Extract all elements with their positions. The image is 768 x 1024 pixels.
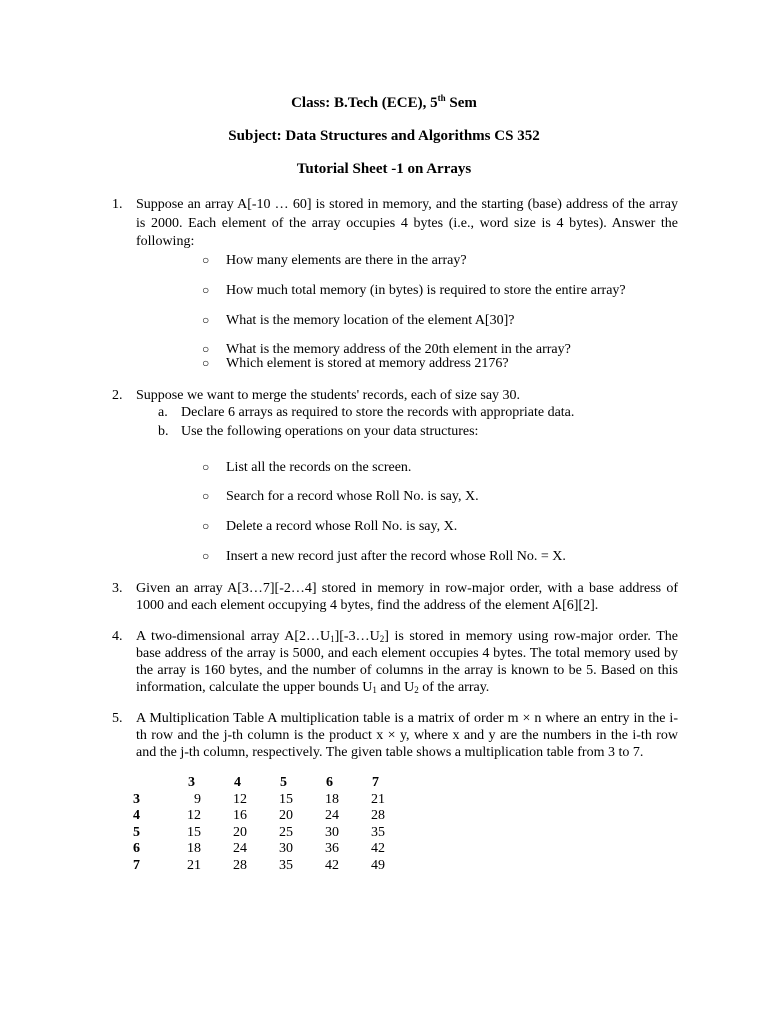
bullet-text: What is the memory address of the 20th element in the array? bbox=[226, 342, 571, 357]
circle-bullet-icon: ○ bbox=[202, 549, 210, 563]
bullet-text: Search for a record whose Roll No. is say, X. bbox=[226, 489, 479, 504]
circle-bullet-icon: ○ bbox=[202, 253, 210, 267]
circle-bullet-icon: ○ bbox=[202, 460, 210, 474]
circle-bullet-icon: ○ bbox=[202, 489, 210, 503]
table-corner bbox=[120, 775, 169, 792]
q2-bullet-3 bbox=[202, 518, 457, 535]
question-text: Suppose an array A[-10 … 60] is stored in memory, and the starting (base) address of the array is 2000. Each element of the array occupies 4 bytes (i.e., word size is 4 bytes). Answer the following: bbox=[136, 197, 678, 249]
table-cell: 35 bbox=[279, 857, 293, 873]
table-cell: 35 bbox=[371, 824, 385, 840]
table-cell: 36 bbox=[325, 841, 339, 857]
bullet-text: Which element is stored at memory address 2176? bbox=[226, 356, 509, 371]
table-cell: 25 bbox=[279, 824, 293, 840]
question-5 bbox=[112, 710, 678, 761]
column-header: 7 bbox=[372, 775, 379, 791]
subscript: 1 bbox=[330, 634, 335, 644]
question-text bbox=[136, 628, 678, 696]
table-cell: 42 bbox=[325, 857, 339, 873]
class-superscript: th bbox=[437, 93, 446, 103]
table-header-row bbox=[120, 775, 399, 792]
item-text: Use the following operations on your data structures: bbox=[181, 424, 479, 439]
table-cell: 24 bbox=[325, 808, 339, 824]
class-line bbox=[0, 95, 768, 112]
circle-bullet-icon: ○ bbox=[202, 313, 210, 327]
bullet-text: Delete a record whose Roll No. is say, X. bbox=[226, 519, 458, 534]
row-header: 6 bbox=[133, 841, 140, 857]
table-cell: 12 bbox=[233, 791, 247, 807]
table-cell: 21 bbox=[371, 791, 385, 807]
table-cell: 30 bbox=[325, 824, 339, 840]
sheet-title: Tutorial Sheet -1 on Arrays bbox=[296, 161, 472, 177]
table-cell: 20 bbox=[279, 808, 293, 824]
table-cell: 28 bbox=[233, 857, 247, 873]
row-header: 5 bbox=[133, 824, 140, 840]
table-cell: 12 bbox=[187, 808, 201, 824]
table-row bbox=[120, 808, 399, 825]
question-number: 1. bbox=[112, 197, 123, 212]
question-2 bbox=[112, 387, 678, 404]
row-header: 4 bbox=[133, 808, 140, 824]
column-header: 6 bbox=[326, 775, 333, 791]
row-header: 7 bbox=[133, 857, 140, 873]
column-header: 3 bbox=[188, 775, 195, 791]
q1-bullet-5 bbox=[202, 355, 509, 372]
item-label: b. bbox=[158, 424, 169, 439]
bullet-text: What is the memory location of the element A[30]? bbox=[226, 313, 515, 328]
table-cell: 21 bbox=[187, 857, 201, 873]
table-cell: 42 bbox=[371, 841, 385, 857]
table-row bbox=[120, 841, 399, 858]
table-row bbox=[120, 825, 399, 842]
q2-bullet-1 bbox=[202, 459, 411, 476]
question-number: 5. bbox=[112, 711, 123, 726]
subscript: 2 bbox=[379, 634, 385, 644]
q2-bullet-2 bbox=[202, 488, 479, 505]
q1-bullet-2 bbox=[202, 282, 626, 299]
bullet-text: How much total memory (in bytes) is required to store the entire array? bbox=[226, 283, 626, 298]
table-cell: 24 bbox=[233, 841, 247, 857]
question-number: 4. bbox=[112, 629, 123, 644]
text-run: ][-3…U bbox=[334, 629, 380, 644]
table-cell: 16 bbox=[233, 808, 247, 824]
q1-bullet-3 bbox=[202, 312, 514, 329]
table-cell: 15 bbox=[279, 791, 293, 807]
question-text: Given an array A[3…7][-2…4] stored in memory in row-major order, with a base address of 1000 and each element occupying 4 bytes, find the address of the element A[6][2]. bbox=[136, 581, 678, 613]
q2-bullet-4 bbox=[202, 548, 566, 565]
row-header: 3 bbox=[133, 791, 140, 807]
text-run: A two-dimensional array A[2…U bbox=[136, 629, 331, 644]
text-run: of the array. bbox=[418, 680, 490, 695]
subscript: 2 bbox=[414, 685, 419, 695]
table-cell: 15 bbox=[187, 824, 201, 840]
table-cell: 9 bbox=[194, 791, 201, 807]
column-header: 4 bbox=[234, 775, 241, 791]
question-4 bbox=[112, 628, 678, 696]
item-label: a. bbox=[158, 405, 168, 420]
question-text: A Multiplication Table A multiplication table is a matrix of order m × n where an entry in the i-th row and the j-th column is the product x × y, where x and y are the numbers in the i-th row and the j-th column, respectively. The given table shows a multiplication table from 3 to 7. bbox=[136, 711, 678, 760]
item-text: Declare 6 arrays as required to store the records with appropriate data. bbox=[181, 405, 575, 420]
table-cell: 18 bbox=[187, 841, 201, 857]
multiplication-table bbox=[120, 775, 399, 874]
class-prefix: Class: B.Tech (ECE), 5 bbox=[291, 95, 438, 111]
question-number: 3. bbox=[112, 581, 123, 596]
subscript: 1 bbox=[372, 685, 377, 695]
circle-bullet-icon: ○ bbox=[202, 283, 210, 297]
column-header: 5 bbox=[280, 775, 287, 791]
table-cell: 28 bbox=[371, 808, 385, 824]
table-row bbox=[120, 792, 399, 809]
table-cell: 30 bbox=[279, 841, 293, 857]
class-suffix: Sem bbox=[445, 95, 477, 111]
q2-item-b bbox=[158, 423, 478, 440]
table-cell: 49 bbox=[371, 857, 385, 873]
circle-bullet-icon: ○ bbox=[202, 519, 210, 533]
question-text: Suppose we want to merge the students' records, each of size say 30. bbox=[136, 388, 521, 403]
table-cell: 20 bbox=[233, 824, 247, 840]
subject-line: Subject: Data Structures and Algorithms CS 352 bbox=[228, 128, 540, 144]
text-run: and U bbox=[376, 680, 415, 695]
question-1 bbox=[112, 196, 678, 252]
circle-bullet-icon: ○ bbox=[202, 342, 210, 356]
circle-bullet-icon: ○ bbox=[202, 356, 210, 370]
bullet-text: List all the records on the screen. bbox=[226, 460, 412, 475]
table-cell: 18 bbox=[325, 791, 339, 807]
text-run: ] is stored in memory using row-major order. The base address of the array is 5000, and each element occupies 4 bytes. The total memory used by the array is 160 bytes, and the number of columns in the array is known to be 5. Based on this information, calculate the upper bounds U bbox=[136, 629, 679, 695]
question-3 bbox=[112, 580, 678, 614]
question-number: 2. bbox=[112, 388, 123, 403]
table-row bbox=[120, 858, 399, 875]
q1-bullet-1 bbox=[202, 252, 467, 269]
bullet-text: Insert a new record just after the record whose Roll No. = X. bbox=[226, 549, 566, 564]
q2-item-a bbox=[158, 404, 574, 421]
bullet-text: How many elements are there in the array? bbox=[226, 253, 467, 268]
